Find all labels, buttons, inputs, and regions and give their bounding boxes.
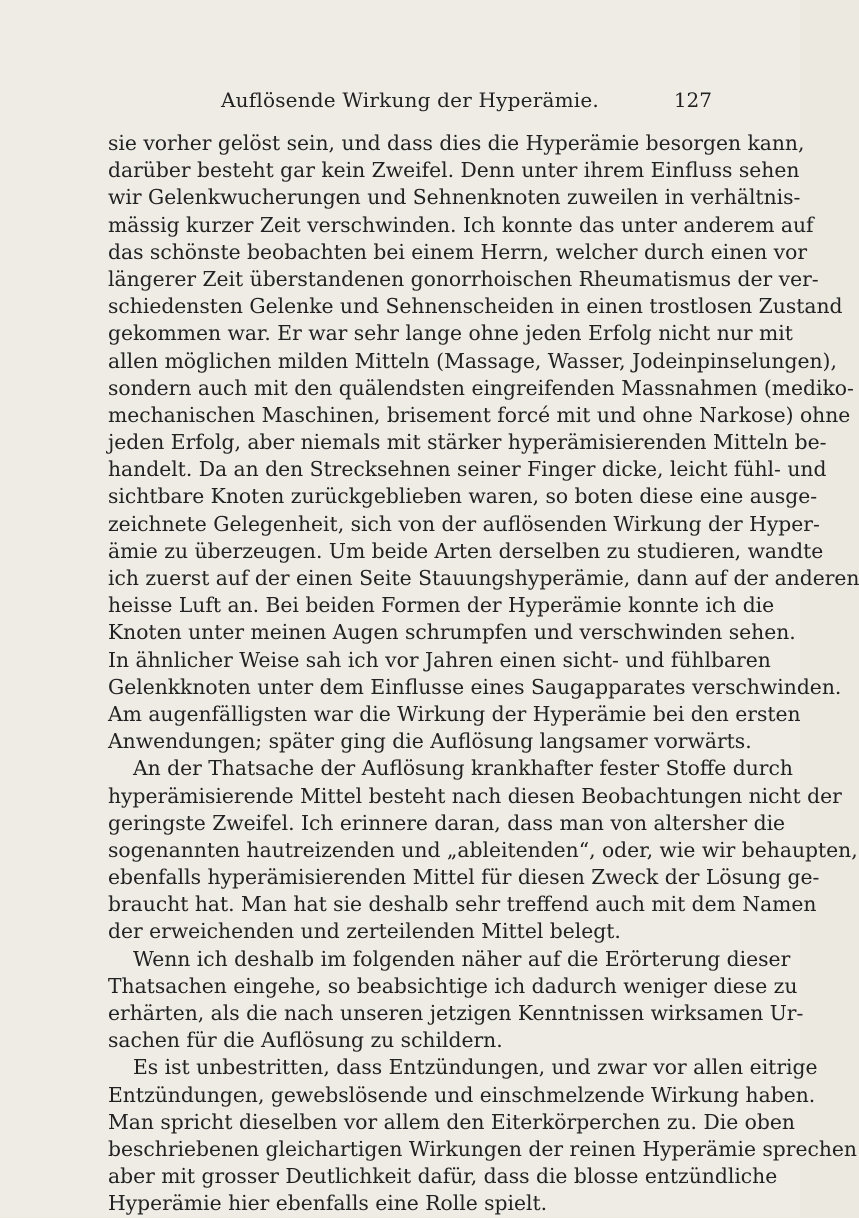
text-line: ich zuerst auf der einen Seite Stauungshyperämie, dann auf der anderen [108, 566, 859, 590]
body-text [108, 130, 859, 1218]
text-line: ämie zu überzeugen. Um beide Arten derselben zu studieren, wandte [108, 538, 824, 563]
text-line: zeichnete Gelegenheit, sich von der auflösenden Wirkung der Hyper- [108, 511, 820, 536]
paragraph-end-line: Anwendungen; später ging die Auflösung langsamer vorwärts. [108, 729, 752, 754]
paragraph-end-line: sachen für die Auflösung zu schildern. [108, 1028, 503, 1053]
text-line: mechanischen Maschinen, brisement forcé mit und ohne Narkose) ohne [108, 402, 851, 427]
text-line: sondern auch mit den quälendsten eingreifenden Massnahmen (mediko- [108, 375, 854, 400]
paragraph-start-line: Wenn ich deshalb im folgenden näher auf die Erörterung dieser [133, 946, 791, 971]
text-line: heisse Luft an. Bei beiden Formen der Hyperämie konnte ich die [108, 593, 775, 618]
text-line: gekommen war. Er war sehr lange ohne jeden Erfolg nicht nur mit [108, 321, 793, 346]
text-line: Thatsachen eingehe, so beabsichtige ich dadurch weniger diese zu [108, 973, 798, 998]
text-line: ebenfalls hyperämisierenden Mittel für diesen Zweck der Lösung ge- [108, 865, 820, 890]
text-line: hyperämisierende Mittel besteht nach diesen Beobachtungen nicht der [108, 783, 842, 808]
text-line: erhärten, als die nach unseren jetzigen Kenntnissen wirksamen Ur- [108, 1001, 804, 1025]
text-line: geringste Zweifel. Ich erinnere daran, dass man von altersher die [108, 810, 786, 835]
text-line: darüber besteht gar kein Zweifel. Denn unter ihrem Einfluss sehen [108, 158, 800, 183]
text-line: schiedensten Gelenke und Sehnenscheiden in einen trostlosen Zustand [108, 294, 843, 319]
running-header [108, 88, 712, 114]
text-line: aber mit grosser Deutlichkeit dafür, dass die blosse entzündliche [108, 1164, 778, 1189]
text-line: jeden Erfolg, aber niemals mit stärker hyperämisierenden Mitteln be- [108, 430, 827, 455]
text-line: sichtbare Knoten zurückgeblieben waren, so boten diese eine ausge- [108, 484, 818, 509]
text-line: braucht hat. Man hat sie deshalb sehr treffend auch mit dem Namen [108, 892, 817, 917]
paragraph-end-line: Hyperämie hier ebenfalls eine Rolle spielt. [108, 1191, 548, 1216]
text-line: sogenannten hautreizenden und „ableitenden“, oder, wie wir behaupten, [108, 837, 858, 862]
text-line: das schönste beobachten bei einem Herrn, welcher durch einen vor [108, 239, 808, 264]
text-line: Entzündungen, gewebslösende und einschmelzende Wirkung haben. [108, 1082, 816, 1107]
page-number: 127 [673, 88, 712, 112]
text-line: Am augenfälligsten war die Wirkung der Hyperämie bei den ersten [108, 701, 801, 726]
text-line: handelt. Da an den Strecksehnen seiner Finger dicke, leicht fühl- und [108, 457, 827, 482]
text-line: Gelenkknoten unter dem Einflusse eines Saugapparates verschwinden. [108, 674, 842, 699]
paragraph-end-line: der erweichenden und zerteilenden Mittel belegt. [108, 919, 621, 944]
text-line: mässig kurzer Zeit verschwinden. Ich konnte das unter anderem auf [108, 212, 814, 237]
text-line: allen möglichen milden Mitteln (Massage, Wasser, Jodeinpinselungen), [108, 348, 837, 373]
paragraph-start-line: An der Thatsache der Auflösung krankhafter fester Stoffe durch [133, 756, 793, 781]
running-title: Auflösende Wirkung der Hyperämie. [221, 88, 599, 112]
text-line: längerer Zeit überstandenen gonorrhoischen Rheumatismus der ver- [108, 266, 819, 291]
text-line: Man spricht dieselben vor allem den Eiterkörperchen zu. Die oben [108, 1109, 795, 1134]
text-line: wir Gelenkwucherungen und Sehnenknoten zuweilen in verhältnis- [108, 185, 801, 210]
text-line: In ähnlicher Weise sah ich vor Jahren einen sicht- und fühlbaren [108, 647, 771, 672]
text-line: sie vorher gelöst sein, und dass dies die Hyperämie besorgen kann, [108, 131, 805, 155]
paragraph-start-line: Es ist unbestritten, dass Entzündungen, und zwar vor allen eitrige [133, 1055, 818, 1080]
text-line: Knoten unter meinen Augen schrumpfen und verschwinden sehen. [108, 620, 796, 645]
text-line: beschriebenen gleichartigen Wirkungen der reinen Hyperämie sprechen [108, 1136, 857, 1161]
